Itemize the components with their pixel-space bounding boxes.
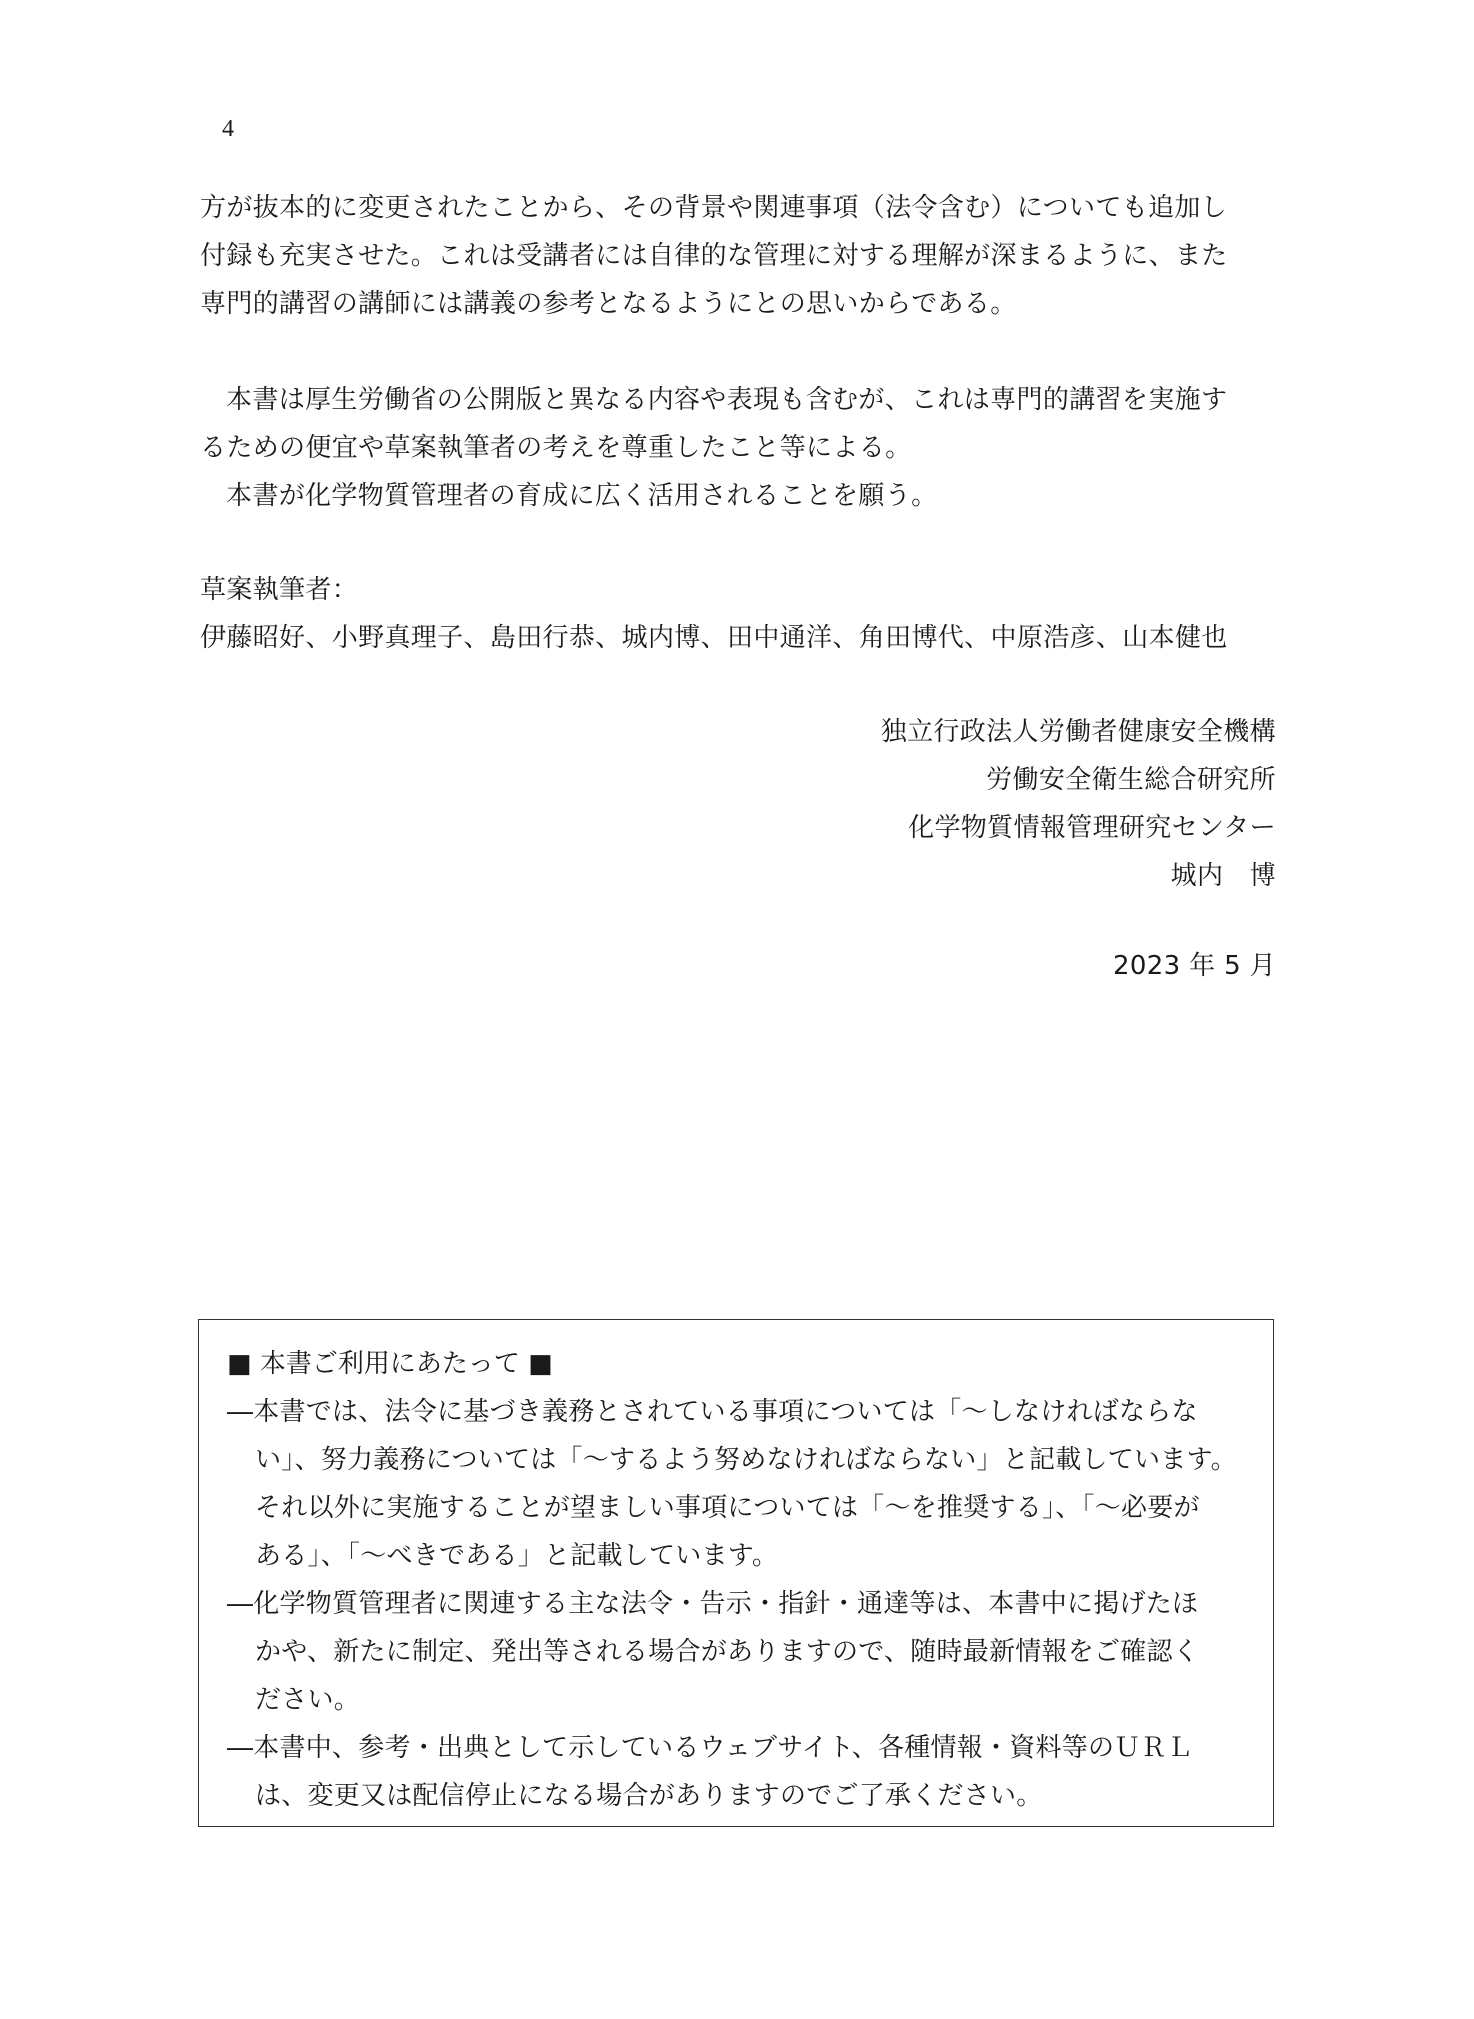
note-line-3: 本書が化学物質管理者の育成に広く活用されることを願う。 [226, 481, 938, 511]
intro-line-1: 方が抜本的に変更されたことから、その背景や関連事項（法令含む）についても追加し [200, 193, 1228, 223]
signature-date: 2023 年 5 月 [1112, 951, 1276, 981]
signature-institute: 労働安全衛生総合研究所 [986, 765, 1276, 795]
notice-item-2-line-3: ださい。 [255, 1685, 361, 1715]
notice-item-1-line-3: それ以外に実施することが望ましい事項については「～を推奨する」、「～必要が [255, 1493, 1200, 1523]
notice-item-2-line-1: ―化学物質管理者に関連する主な法令・告示・指針・通達等は、本書中に掲げたほ [227, 1589, 1199, 1619]
notice-item-1-line-4: ある」、「～べきである」と記載しています。 [255, 1541, 779, 1571]
notice-item-2-line-2: かや、新たに制定、発出等される場合がありますので、随時最新情報をご確認く [255, 1637, 1199, 1667]
note-line-1: 本書は厚生労働省の公開版と異なる内容や表現も含むが、これは専門的講習を実施す [226, 385, 1228, 415]
usage-notice-box [198, 1319, 1274, 1827]
notice-item-3-line-2: は、変更又は配信停止になる場合がありますのでご了承ください。 [255, 1781, 1043, 1811]
signature-name: 城内 博 [1170, 861, 1276, 891]
authors-label: 草案執筆者： [200, 575, 359, 605]
page-number: 4 [222, 116, 234, 142]
signature-organization: 独立行政法人労働者健康安全機構 [880, 717, 1276, 747]
usage-notice-title: ■ 本書ご利用にあたって ■ [227, 1349, 553, 1379]
signature-center: 化学物質情報管理研究センター [908, 813, 1276, 843]
intro-line-2: 付録も充実させた。これは受講者には自律的な管理に対する理解が深まるように、また [200, 241, 1228, 271]
authors-names: 伊藤昭好、小野真理子、島田行恭、城内博、田中通洋、角田博代、中原浩彦、山本健也 [200, 623, 1228, 653]
note-line-2: るための便宜や草案執筆者の考えを尊重したこと等による。 [200, 433, 912, 463]
notice-item-1-line-2: い」、努力義務については「～するよう努めなければならない」と記載しています。 [255, 1445, 1237, 1475]
intro-line-3: 専門的講習の講師には講義の参考となるようにとの思いからである。 [200, 289, 1017, 319]
notice-item-1-line-1: ―本書では、法令に基づき義務とされている事項については「～しなければならな [227, 1397, 1198, 1427]
notice-item-3-line-1: ―本書中、参考・出典として示しているウェブサイト、各種情報・資料等のＵＲＬ [227, 1733, 1194, 1763]
